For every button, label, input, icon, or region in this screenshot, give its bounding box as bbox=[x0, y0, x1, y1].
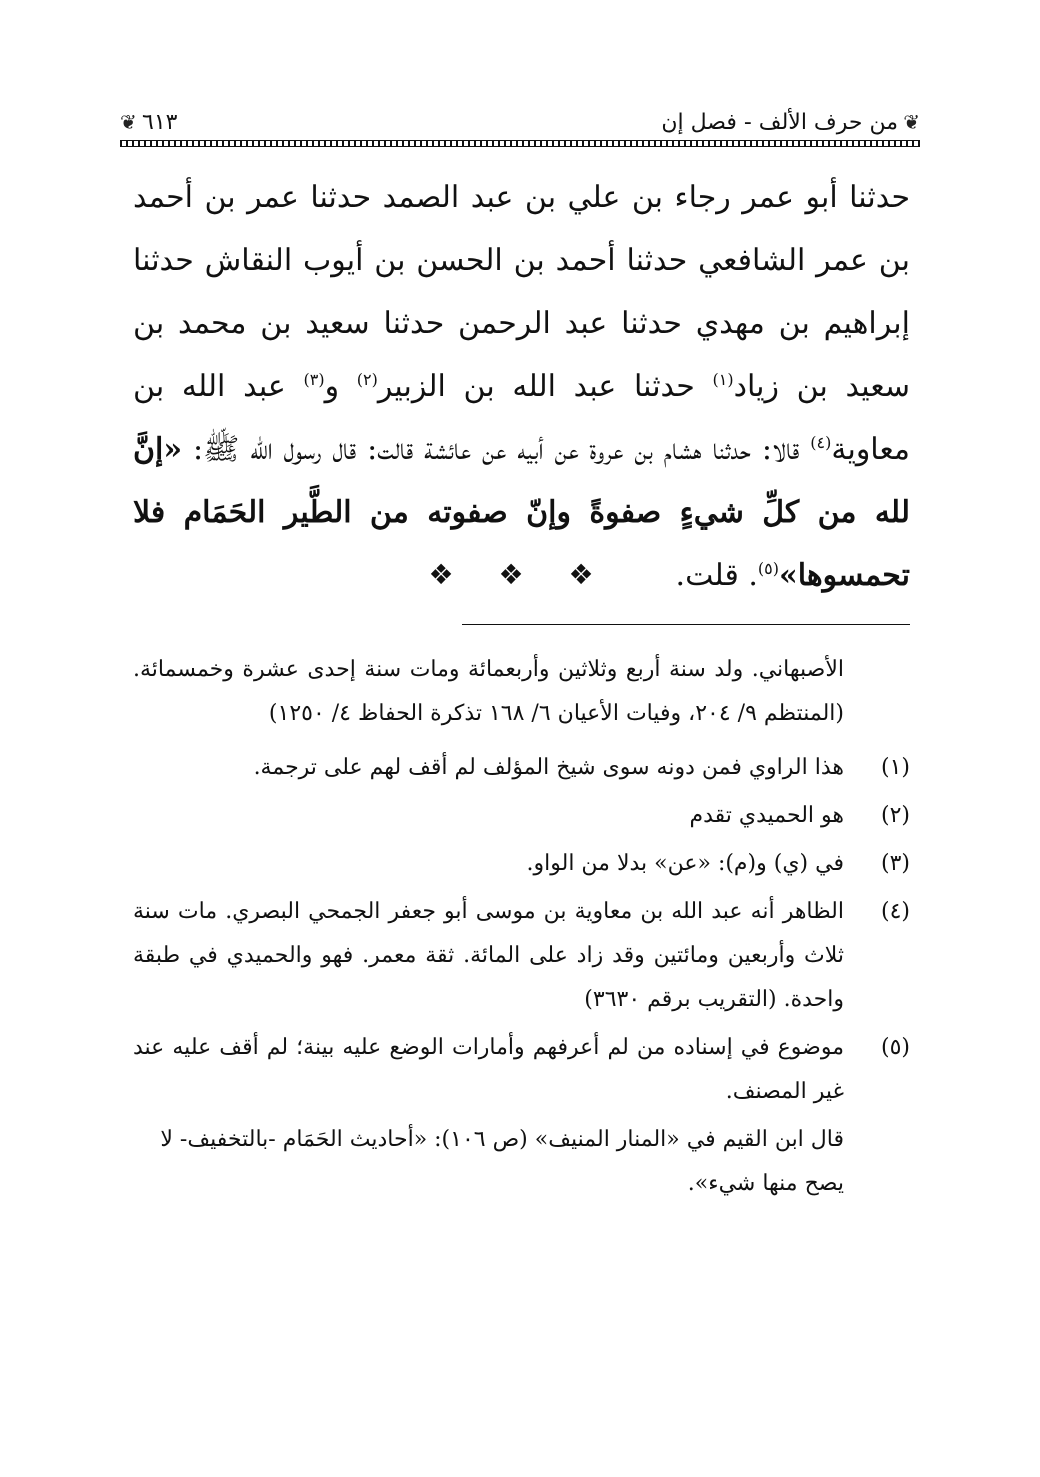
footnote-item bbox=[133, 1026, 910, 1114]
footnote-quote: قال ابن القيم في «المنار المنيف» (ص ١٠٦): «أحاديث الحَمَام -بالتخفيف- لا يصح منها شيء». bbox=[160, 1127, 844, 1196]
footnote-ref: (٣) bbox=[303, 370, 325, 389]
footnote-number: (٣) bbox=[880, 851, 910, 876]
footnote-ref: (٢) bbox=[356, 370, 378, 389]
main-text bbox=[133, 166, 910, 607]
footnotes bbox=[133, 648, 910, 1206]
footnote-ref: (١) bbox=[712, 370, 734, 389]
footnote-item bbox=[133, 746, 910, 790]
footnote-continuation: الأصبهاني. ولد سنة أربع وثلاثين وأربعمائة ومات سنة إحدى عشرة وخمسمائة. (المنتظم ٩/ ٢٠٤، وفيات الأعيان ٦/ ١٦٨ تذكرة الحفاظ ٤/ ١٢٥٠) bbox=[133, 657, 844, 726]
hadith-text: «إنَّ لله من كلِّ شيءٍ صفوةً وإنّ صفوته من الطَّير الحَمَام فلا تحمسوها» bbox=[133, 432, 910, 593]
footnote-text: موضوع في إسناده من لم أعرفهم وأمارات الوضع عليه بينة؛ لم أقف عليه عند غير المصنف. bbox=[133, 1035, 844, 1104]
footnote-number: (٤) bbox=[880, 899, 910, 924]
footnote-number: (١) bbox=[880, 755, 910, 780]
footnote-rule bbox=[462, 624, 910, 625]
footnote-ref: (٥) bbox=[757, 559, 779, 578]
footnote-number: (٥) bbox=[880, 1035, 910, 1060]
footnote-item bbox=[133, 842, 910, 886]
section-separator: ❖ ❖ ❖ bbox=[428, 558, 612, 591]
page-header bbox=[120, 108, 920, 148]
footnote-text: في (ي) و(م): «عن» بدلا من الواو. bbox=[526, 851, 844, 876]
main-paragraph: حدثنا أبو عمر رجاء بن علي بن عبد الصمد حدثنا عمر بن أحمد بن عمر الشافعي حدثنا أحمد بن الحسن بن أيوب النقاش حدثنا إبراهيم بن مهدي حدثنا عبد الرحمن حدثنا سعيد بن محمد بن سعيد بن زياد$^{(١)}$ حدثنا عبد الله بن الزبير$^{(٢)}$ و$^{(٣)}$ عبد الله بن معاوية$^{(٤)}$ قالا: حدثنا هشام بن عروة عن أبيه عن عائشة قالت: قال رسول الله ﷺ: «إنَّ لله من كلِّ شيءٍ صفوةً وإنّ صفوته من الطَّير الحَمَام فلا تحمسوها»$^{(٥)}$. قلت. bbox=[133, 180, 910, 593]
footnote-item bbox=[133, 794, 910, 838]
footnote-text: هو الحميدي تقدم bbox=[689, 803, 844, 828]
page-number: ٦١٣ bbox=[142, 110, 178, 135]
footnote-number: (٢) bbox=[880, 803, 910, 828]
header-rule bbox=[120, 140, 920, 147]
footnote-text: الظاهر أنه عبد الله بن معاوية بن موسى أبو جعفر الجمحي البصري. مات سنة ثلاث وأربعين ومائتين وقد زاد على المائة. ثقة معمر. فهو والحميدي في طبقة واحدة. (التقريب برقم ٣٦٣٠) bbox=[133, 899, 844, 1012]
running-title: من حرف الألف - فصل إن bbox=[661, 110, 898, 135]
ornament-icon: ❦ bbox=[120, 110, 137, 134]
footnote-ref: (٤) bbox=[810, 433, 832, 452]
footnote-text: هذا الراوي فمن دونه سوى شيخ المؤلف لم أقف لهم على ترجمة. bbox=[253, 755, 844, 780]
ornament-icon: ❦ bbox=[903, 110, 920, 134]
footnote-item bbox=[133, 890, 910, 1022]
